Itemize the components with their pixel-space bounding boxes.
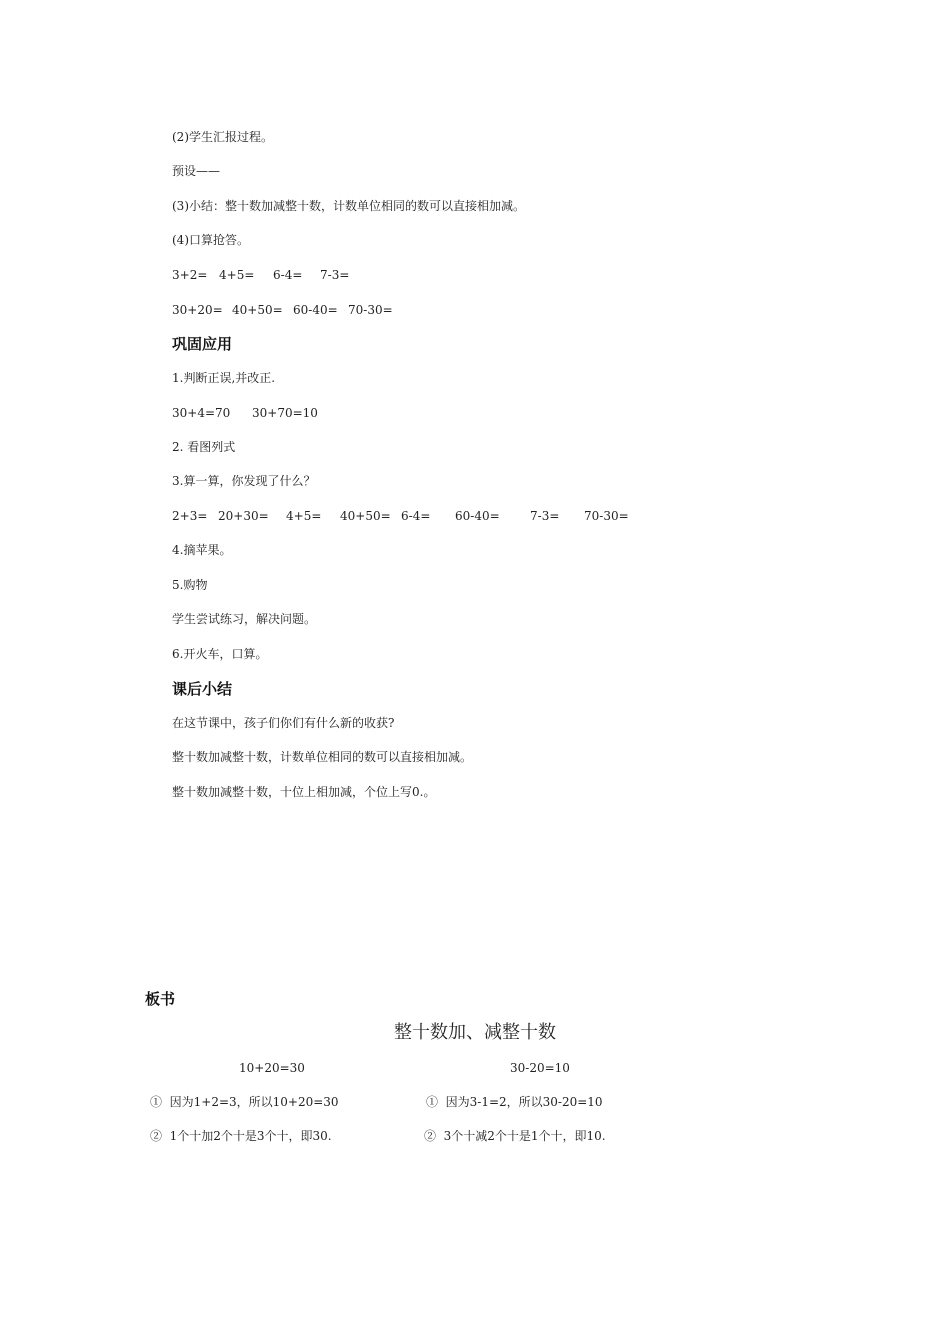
board-right-expr: 30-20=10 — [510, 1061, 570, 1075]
summary-heading: 课后小结 — [172, 680, 233, 698]
board-left-reason-1: ① 因为1+2=3，所以10+20=30 — [150, 1095, 339, 1109]
oral-expr: 6-4= — [273, 268, 303, 282]
oral-expr: 7-3= — [320, 268, 350, 282]
expr: 4+5= — [286, 509, 322, 523]
expr: 20+30= — [218, 509, 269, 523]
expr: 60-40= — [455, 509, 500, 523]
board-right-reason-1: ① 因为3-1=2，所以30-20=10 — [426, 1095, 603, 1109]
board-left-expr: 10+20=30 — [239, 1061, 305, 1075]
lesson-step-2: (2)学生汇报过程。 — [172, 130, 273, 144]
oral-expr: 60-40= — [293, 303, 338, 317]
expr: 70-30= — [584, 509, 629, 523]
practice-item-5-note: 学生尝试练习，解决问题。 — [172, 612, 317, 626]
summary-answer-2: 整十数加减整十数，十位上相加减，个位上写0.。 — [172, 785, 436, 799]
practice-item-6: 6.开火车，口算。 — [172, 647, 268, 661]
oral-expr: 3+2= — [172, 268, 208, 282]
oral-expr: 70-30= — [348, 303, 393, 317]
lesson-step-4: (4)口算抢答。 — [172, 233, 249, 247]
expr: 40+50= — [340, 509, 391, 523]
board-left-reason-2: ② 1个十加2个十是3个十，即30. — [150, 1129, 332, 1143]
lesson-step-3: (3)小结：整十数加减整十数，计数单位相同的数可以直接相加减。 — [172, 199, 526, 213]
oral-expr: 30+20= — [172, 303, 223, 317]
board-title: 整十数加、减整十数 — [394, 1022, 556, 1043]
practice-item-1: 1.判断正误,并改正. — [172, 371, 276, 385]
practice-item-3: 3.算一算，你发现了什么？ — [172, 474, 316, 488]
expr: 30+4=70 — [172, 406, 231, 420]
practice-item-2: 2. 看图列式 — [172, 440, 236, 454]
expr: 6-4= — [401, 509, 431, 523]
board-right-reason-2: ② 3个十减2个十是1个十，即10. — [424, 1129, 606, 1143]
summary-answer-1: 整十数加减整十数，计数单位相同的数可以直接相加减。 — [172, 750, 473, 764]
lesson-preset: 预设—— — [172, 164, 221, 178]
practice-item-5: 5.购物 — [172, 578, 208, 592]
practice-item-4: 4.摘苹果。 — [172, 543, 232, 557]
expr: 7-3= — [530, 509, 560, 523]
oral-expr: 40+50= — [232, 303, 283, 317]
summary-question: 在这节课中，孩子们你们有什么新的收获? — [172, 716, 395, 730]
oral-expr: 4+5= — [219, 268, 255, 282]
practice-heading: 巩固应用 — [172, 335, 233, 353]
expr: 2+3= — [172, 509, 208, 523]
board-label: 板书 — [145, 990, 176, 1008]
expr: 30+70=10 — [252, 406, 318, 420]
